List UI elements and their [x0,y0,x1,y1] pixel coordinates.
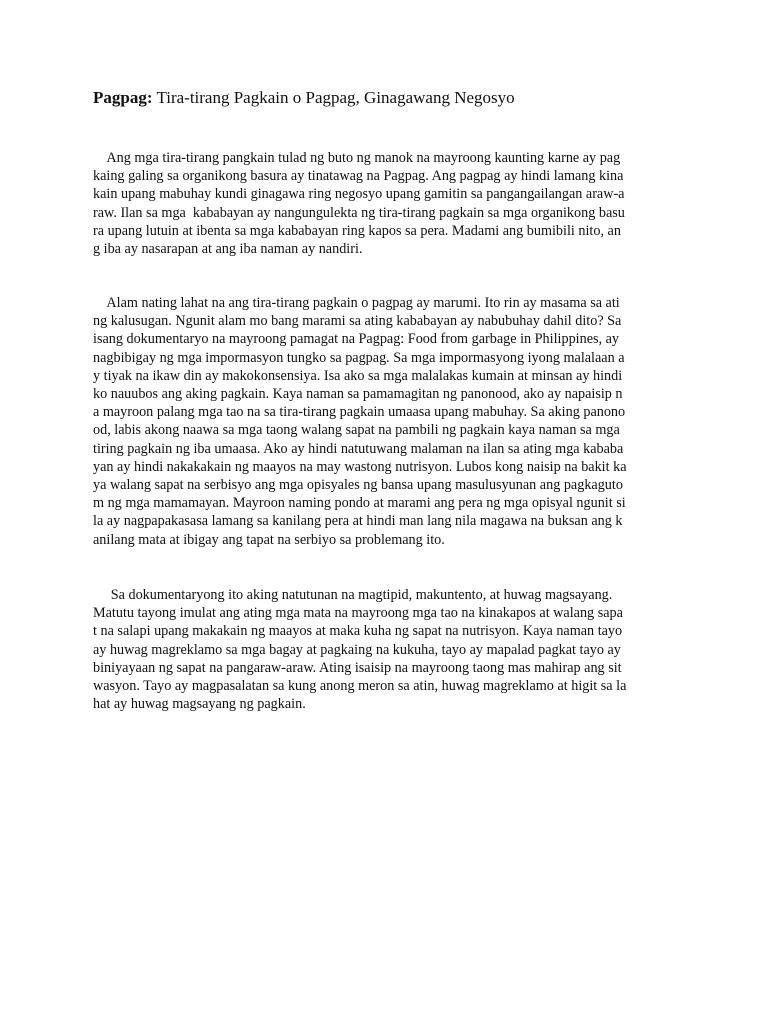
paragraph-line: nagbibigay ng mga impormasyon tungko sa pagpag. Sa mga impormasyong iyong malalaan a [93,349,625,366]
paragraph-line: Ang mga tira-tirang pangkain tulad ng buto ng manok na mayroong kaunting karne ay pag [93,150,621,166]
paragraph-line: a mayroon palang mga tao na sa tira-tirang pagkain umaasa upang mabuhay. Sa aking panono [93,404,626,421]
paragraph-line: anilang mata at ibigay ang tapat na serbiyo sa problemang ito. [93,531,445,548]
paragraph-line: la ay nagpapakasasa lamang sa kanilang pera at hindi man lang nila magawa na buksan ang k [93,513,623,530]
document-title [93,87,515,109]
paragraph-line: biniyayaan ng sapat na pangaraw-araw. Ating isaisip na mayroong taong mas mahirap ang sit [93,659,622,676]
paragraph-line: Alam nating lahat na ang tira-tirang pagkain o pagpag ay marumi. Ito rin ay masama sa ati [93,295,620,311]
paragraph-line: wasyon. Tayo ay magpasalatan sa kung anong meron sa atin, huwag magreklamo at higit sa la [93,678,627,695]
paragraph-line: kain upang mabuhay kundi ginagawa ring negosyo upang gamitin sa pangangailangan araw-a [93,186,625,203]
paragraph-line: ra upang lutuin at ibenta sa mga kababayan ring kapos sa pera. Madami ang bumibili nito, an [93,222,621,239]
paragraph-line: t na salapi upang makakain ng maayos at maka kuha ng sapat na nutrisyon. Kaya naman tayo [93,623,623,640]
paragraph-1 [93,149,683,258]
paragraph-line: od, labis akong naawa sa mga taong walang sapat na pambili ng pagkain kaya naman sa mga [93,422,620,439]
paragraph-3 [93,586,683,713]
paragraph-line: tiring pagkain ng iba umaasa. Ako ay hindi natutuwang malaman na ilan sa ating mga kababa [93,440,624,457]
paragraph-line: hat ay huwag magsayang ng pagkain. [93,696,306,713]
paragraph-line: ng kalusugan. Ngunit alam mo bang marami sa ating kababayan ay nabubuhay dahil dito? Sa [93,313,622,330]
paragraph-line: g iba ay nasarapan at ang iba naman ay nandiri. [93,241,363,258]
paragraph-line: isang dokumentaryo na mayroong pamagat na Pagpag: Food from garbage in Philippines, ay [93,331,620,348]
paragraph-line: yan ay hindi nakakakain ng maayos na may wastong nutrisyon. Lubos kong naisip na bakit ka [93,458,627,475]
paragraph-line: kaing galing sa organikong basura ay tinatawag na Pagpag. Ang pagpag ay hindi lamang kina [93,168,624,185]
paragraph-line: ay huwag magreklamo sa mga bagay at pagkaing na kukuha, tayo ay mapalad pagkat tayo ay [93,641,621,658]
paragraph-line: raw. Ilan sa mga kababayan ay nangungulekta ng tira-tirang pagkain sa mga organikong basu [93,204,625,221]
paragraph-line: Matutu tayong imulat ang ating mga mata na mayroong mga tao na kinakapos at walang sapa [93,605,623,622]
paragraph-line: y tiyak na ikaw din ay makokonsensiya. Isa ako sa mga malalakas kumain at minsan ay hindi [93,367,623,384]
paragraph-line: ko nauubos ang aking pagkain. Kaya naman sa pamamagitan ng panonood, ako ay napaisip n [93,386,623,403]
paragraph-line: ya walang sapat na serbisyo ang mga opisyales ng bansa upang masulusyunan ang pagkaguto [93,477,623,494]
paragraph-2 [93,294,683,549]
title-bold-label: Pagpag: [93,88,153,107]
title-text: Tira-tirang Pagkain o Pagpag, Ginagawang Negosyo [152,88,515,107]
paragraph-line: m ng mga mamamayan. Mayroon naming pondo at marami ang pera ng mga opisyal ngunit si [93,495,626,512]
paragraph-line: Sa dokumentaryong ito aking natutunan na magtipid, makuntento, at huwag magsayang. [93,587,613,603]
